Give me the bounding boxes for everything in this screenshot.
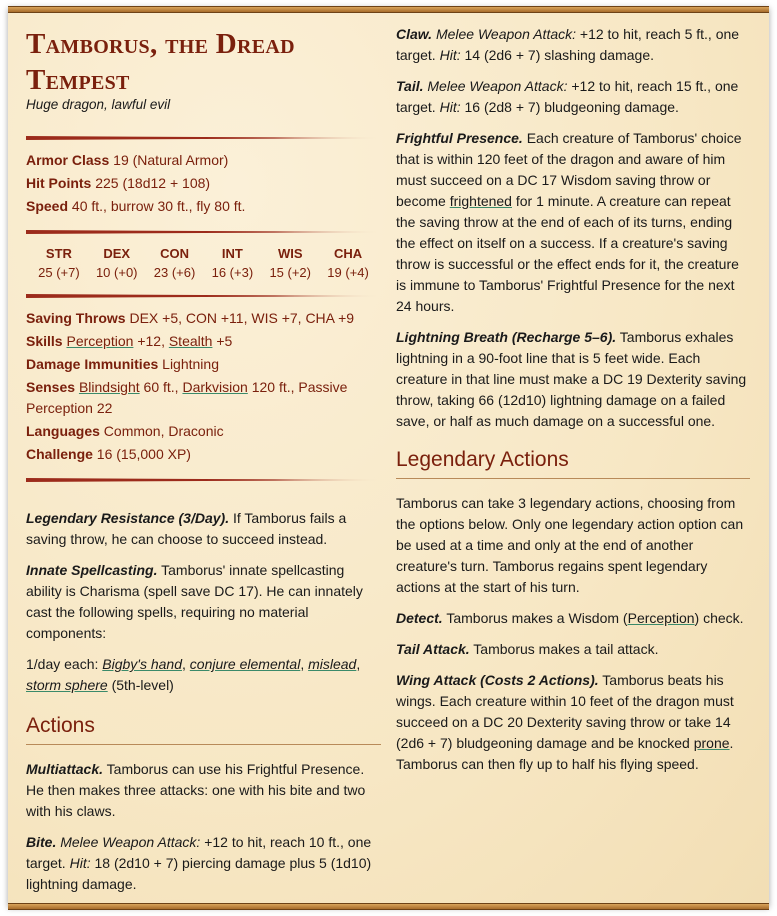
legendary-intro: Tamborus can take 3 legendary actions, choosing from the options below. Only one legendary action option can be used at a time and only at the end of another creature's turn. Tamborus regains spent legendary actions at the start of his turn. bbox=[396, 495, 744, 595]
action-multiattack: Multiattack. Tamborus can use his Frightful Presence. He then makes three attacks: one with his bite and two with his claws. bbox=[26, 761, 366, 819]
legendary-actions-list bbox=[396, 493, 750, 775]
speed-value: 40 ft., burrow 30 ft., fly 80 ft. bbox=[71, 198, 246, 214]
ability-scores bbox=[26, 244, 381, 282]
legendary-detect: Detect. Tamborus makes a Wisdom (Perception) check. bbox=[396, 610, 744, 626]
sense-link-blindsight[interactable]: Blindsight bbox=[78, 379, 140, 395]
actions-list-left bbox=[26, 759, 381, 895]
ability-str: STR 25 (+7) bbox=[38, 246, 80, 280]
section-divider bbox=[26, 136, 381, 140]
top-border-bar bbox=[8, 6, 769, 13]
monster-type: Huge dragon, lawful evil bbox=[26, 97, 171, 112]
trait-legendary-resistance: Legendary Resistance (3/Day). If Tamborus fails a saving throw, he can choose to succeed instead. bbox=[26, 510, 347, 547]
hit-points-row: Hit Points 225 (18d12 + 108) bbox=[26, 175, 211, 191]
speed-row: Speed 40 ft., burrow 30 ft., fly 80 ft. bbox=[26, 198, 246, 214]
ability-int: INT 16 (+3) bbox=[211, 246, 254, 280]
damage-immunities-row: Damage Immunities Lightning bbox=[26, 356, 219, 372]
challenge-row: Challenge 16 (15,000 XP) bbox=[26, 446, 191, 462]
spell-link-storm-sphere[interactable]: storm sphere bbox=[26, 677, 108, 693]
section-divider bbox=[26, 294, 381, 298]
skill-link-stealth[interactable]: Stealth bbox=[168, 333, 213, 349]
armor-class-value: 19 (Natural Armor) bbox=[113, 152, 229, 168]
legendary-tail-attack: Tail Attack. Tamborus makes a tail attack. bbox=[396, 641, 659, 657]
spell-link-mislead[interactable]: mislead bbox=[308, 656, 357, 672]
section-divider bbox=[26, 478, 381, 482]
action-tail: Tail. Melee Weapon Attack: +12 to hit, reach 15 ft., one target. Hit: 16 (2d8 + 7) bludgeoning damage. bbox=[396, 78, 739, 115]
spell-link-bigbys-hand[interactable]: Bigby's hand bbox=[102, 656, 183, 672]
trait-innate-spellcasting: Innate Spellcasting. Tamborus' innate spellcasting ability is Charisma (spell save DC 17). He can innately cast the following spells, requiring no material components: bbox=[26, 562, 363, 641]
sense-link-darkvision[interactable]: Darkvision bbox=[182, 379, 248, 395]
senses-row: Senses Blindsight 60 ft., Darkvision 120 ft., Passive Perception 22 bbox=[26, 379, 348, 416]
condition-link-frightened[interactable]: frightened bbox=[449, 193, 512, 209]
left-column bbox=[26, 22, 381, 905]
skill-link-perception-check[interactable]: Perception bbox=[627, 610, 695, 626]
right-column bbox=[396, 24, 750, 785]
action-claw: Claw. Melee Weapon Attack: +12 to hit, reach 5 ft., one target. Hit: 14 (2d6 + 7) slashing damage. bbox=[396, 26, 740, 63]
section-divider bbox=[26, 230, 381, 234]
actions-heading: Actions bbox=[26, 712, 381, 745]
ability-cha: CHA 19 (+4) bbox=[327, 246, 369, 280]
detail-stats bbox=[26, 308, 381, 465]
spell-link-conjure-elemental[interactable]: conjure elemental bbox=[189, 656, 301, 672]
skills-row: Skills Perception +12, Stealth +5 bbox=[26, 333, 233, 349]
ability-con: CON 23 (+6) bbox=[153, 246, 196, 280]
spell-list: 1/day each: Bigby's hand, conjure elemental, mislead, storm sphere (5th-level) bbox=[26, 656, 361, 693]
saving-throws-row: Saving Throws DEX +5, CON +11, WIS +7, CHA +9 bbox=[26, 310, 355, 326]
legendary-actions-heading: Legendary Actions bbox=[396, 446, 750, 479]
languages-row: Languages Common, Draconic bbox=[26, 423, 224, 439]
traits-section bbox=[26, 508, 381, 696]
ability-wis: WIS 15 (+2) bbox=[269, 246, 311, 280]
ability-dex: DEX 10 (+0) bbox=[95, 246, 138, 280]
basic-stats bbox=[26, 150, 381, 217]
skill-link-perception[interactable]: Perception bbox=[66, 333, 134, 349]
action-frightful-presence: Frightful Presence. Each creature of Tamborus' choice that is within 120 feet of the dragon and aware of him must succeed on a DC 17 Wisdom saving throw or become frightened for 1 minute. A creature can repeat the saving throw at the end of each of its turns, ending the effect on itself on a success. If a creature's saving throw is successful or the effect ends for it, the creature is immune to Tamborus' Frightful Presence for the next 24 hours. bbox=[396, 130, 742, 314]
condition-link-prone[interactable]: prone bbox=[693, 735, 730, 751]
armor-class-row: Armor Class 19 (Natural Armor) bbox=[26, 152, 229, 168]
action-bite: Bite. Melee Weapon Attack: +12 to hit, reach 10 ft., one target. Hit: 18 (2d10 + 7) piercing damage plus 5 (1d10) lightning damage. bbox=[26, 834, 372, 892]
legendary-wing-attack: Wing Attack (Costs 2 Actions). Tamborus beats his wings. Each creature within 10 feet of the dragon must succeed on a DC 20 Dexterity saving throw or take 14 (2d6 + 7) bludgeoning damage and be knocked prone. Tamborus can then fly up to half his flying speed. bbox=[396, 672, 734, 772]
hit-points-value: 225 (18d12 + 108) bbox=[95, 175, 211, 191]
monster-name: Tamborus, the Dread Tempest bbox=[26, 28, 295, 96]
action-lightning-breath: Lightning Breath (Recharge 5–6). Tamborus exhales lightning in a 90-foot line that is 5 feet wide. Each creature in that line must make a DC 19 Dexterity saving throw, taking 66 (12d10) lightning damage on a failed save, or half as much damage on a successful one. bbox=[396, 329, 747, 429]
